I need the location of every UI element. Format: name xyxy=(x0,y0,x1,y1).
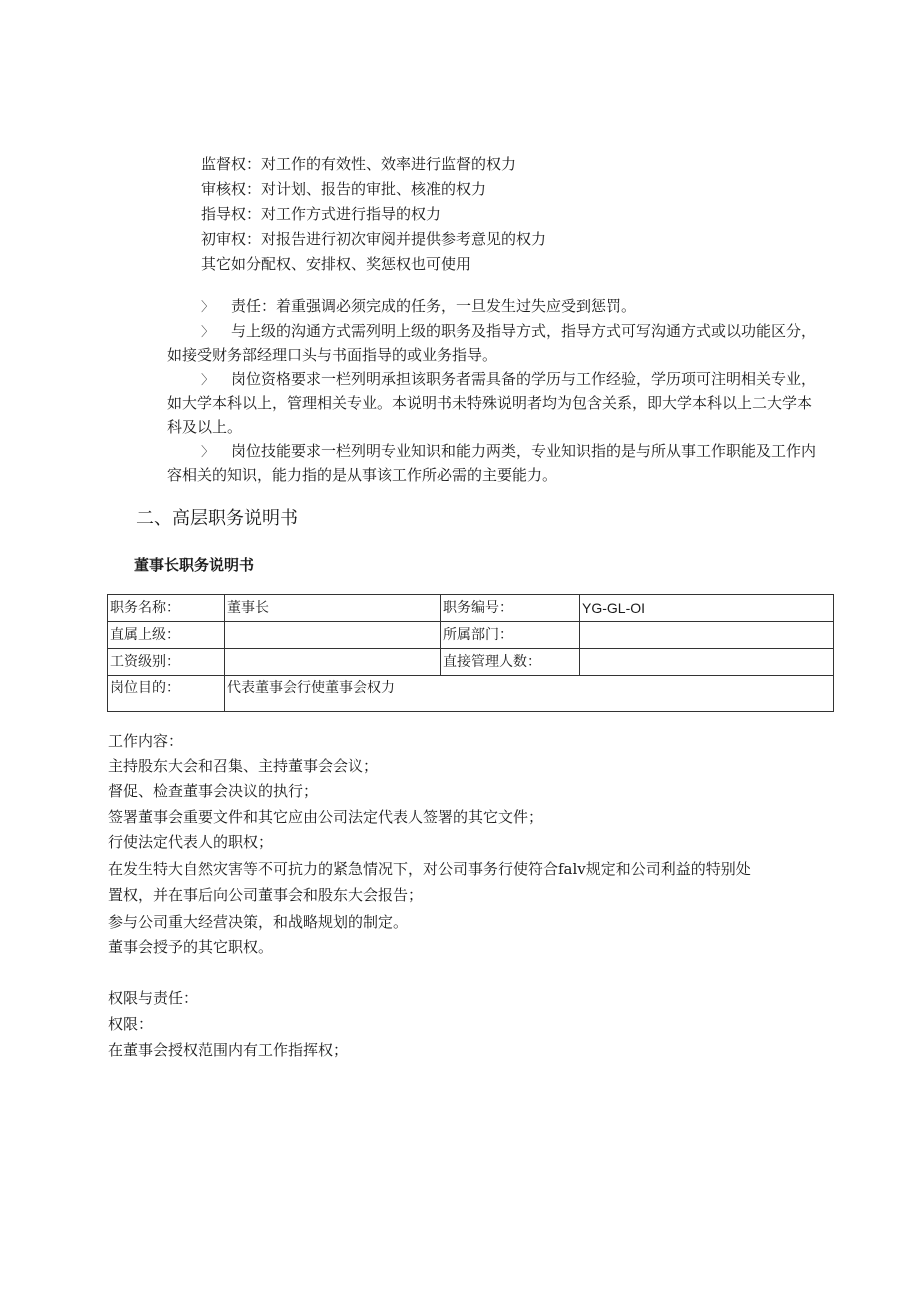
work-content-item: 参与公司重大经营决策，和战略规划的制定。 xyxy=(108,913,409,931)
value-cell xyxy=(225,622,441,649)
note-qualification xyxy=(201,368,816,392)
note-text: 岗位技能要求一栏列明专业知识和能力两类，专业知识指的是与所从事工作职能及工作内 xyxy=(231,442,817,460)
chevron-right-icon: 〉 xyxy=(201,300,215,315)
rights-item-preliminary-review: 初审权：对报告进行初次审阅并提供参考意见的权力 xyxy=(201,230,547,248)
table-row xyxy=(108,622,834,649)
work-content-item: 董事会授予的其它职权。 xyxy=(108,938,274,956)
table-row xyxy=(108,649,834,676)
value-cell xyxy=(580,649,834,676)
work-content-item: 置权，并在事后向公司董事会和股东大会报告； xyxy=(108,886,424,904)
label-cell: 职务编号： xyxy=(441,595,580,622)
label-cell: 工资级别： xyxy=(108,649,225,676)
rights-item-supervision: 监督权：对工作的有效性、效率进行监督的权力 xyxy=(201,155,517,173)
work-content-heading: 工作内容： xyxy=(108,732,184,750)
table-row xyxy=(108,676,834,712)
work-content-item: 在发生特大自然灾害等不可抗力的紧急情况下，对公司事务行使符合falv规定和公司利益的特别处 xyxy=(108,860,751,878)
value-cell: YG-GL-OI xyxy=(580,595,834,622)
value-cell: 董事长 xyxy=(225,595,441,622)
work-content-item: 签署董事会重要文件和其它应由公司法定代表人签署的其它文件； xyxy=(108,808,544,826)
value-cell: 代表董事会行使董事会权力 xyxy=(225,676,834,712)
value-cell xyxy=(225,649,441,676)
note-continuation: 如大学本科以上，管理相关专业。本说明书未特殊说明者均为包含关系，即大学本科以上二大学本 xyxy=(167,394,813,412)
note-text: 与上级的沟通方式需列明上级的职务及指导方式，指导方式可写沟通方式或以功能区分， xyxy=(231,322,817,340)
label-cell: 所属部门： xyxy=(441,622,580,649)
label-cell: 岗位目的： xyxy=(108,676,225,712)
note-skills xyxy=(201,440,816,464)
note-communication xyxy=(201,320,816,344)
label-cell: 职务名称： xyxy=(108,595,225,622)
note-continuation: 容相关的知识，能力指的是从事该工作所必需的主要能力。 xyxy=(167,466,558,484)
work-content-item: 行使法定代表人的职权； xyxy=(108,833,274,851)
rights-item-other: 其它如分配权、安排权、奖惩权也可使用 xyxy=(201,255,472,273)
rights-item-guidance: 指导权：对工作方式进行指导的权力 xyxy=(201,205,442,223)
label-cell: 直属上级： xyxy=(108,622,225,649)
section-title: 二、高层职务说明书 xyxy=(136,508,298,529)
note-text: 岗位资格要求一栏列明承担该职务者需具备的学历与工作经验，学历项可注明相关专业， xyxy=(231,370,817,388)
subsection-title: 董事长职务说明书 xyxy=(134,556,255,574)
chevron-right-icon: 〉 xyxy=(201,373,215,388)
authority-heading: 权限与责任： xyxy=(108,989,199,1007)
work-content-item: 督促、检查董事会决议的执行； xyxy=(108,782,319,800)
note-text: 责任：着重强调必须完成的任务，一旦发生过失应受到惩罚。 xyxy=(231,297,637,315)
chevron-right-icon: 〉 xyxy=(201,445,215,460)
label-cell: 直接管理人数： xyxy=(441,649,580,676)
note-continuation: 如接受财务部经理口头与书面指导的或业务指导。 xyxy=(167,346,498,364)
authority-subheading: 权限： xyxy=(108,1015,154,1033)
rights-item-review: 审核权：对计划、报告的审批、核准的权力 xyxy=(201,180,487,198)
value-cell xyxy=(580,622,834,649)
work-content-item: 主持股东大会和召集、主持董事会会议； xyxy=(108,757,379,775)
table-row xyxy=(108,595,834,622)
job-spec-table xyxy=(107,594,834,712)
chevron-right-icon: 〉 xyxy=(201,325,215,340)
authority-item: 在董事会授权范围内有工作指挥权； xyxy=(108,1041,349,1059)
note-responsibility xyxy=(201,295,636,319)
note-continuation: 科及以上。 xyxy=(167,418,243,436)
